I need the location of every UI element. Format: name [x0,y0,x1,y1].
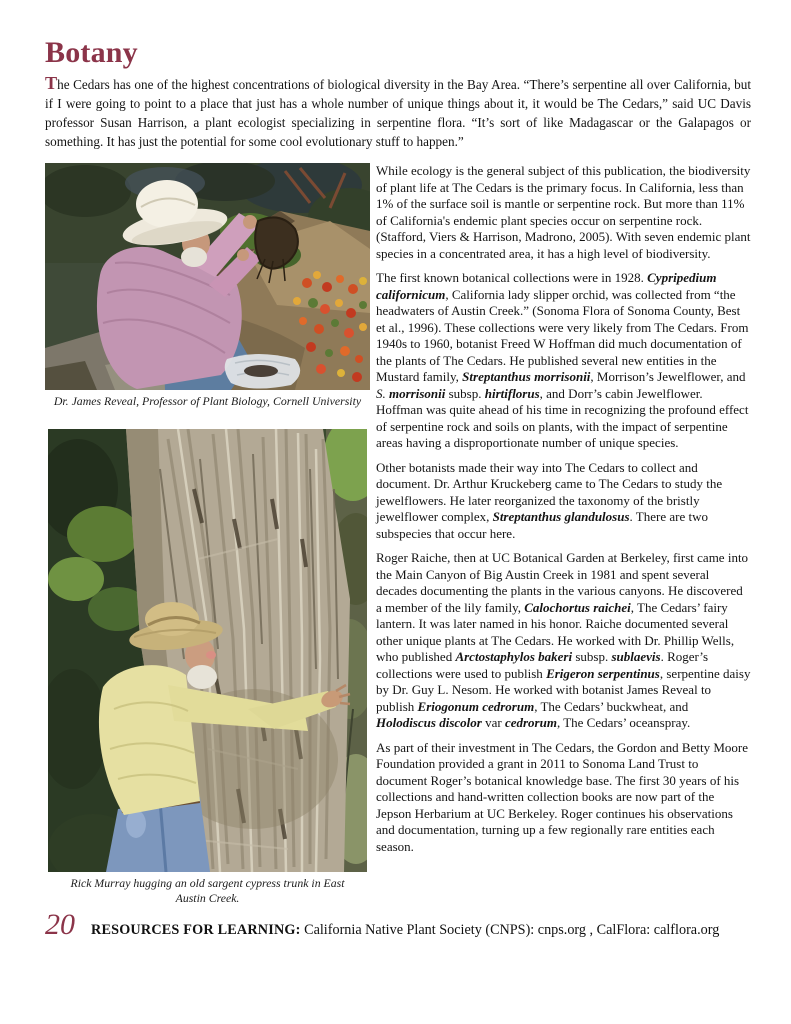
resources-line [91,922,719,939]
cypress-hug-photo [48,429,367,872]
resources-text: California Native Plant Society (CNPS): cnps.org , CalFlora: calflora.org [304,922,720,938]
article-paragraph: Roger Raiche, then at UC Botanical Garden at Berkeley, first came into the Main Canyon of Big Austin Creek in 1981 and spent several decades documenting the plants in the various canyons. He discovered a member of the lily family, Calochortus raichei, The Cedars’ fairy lantern. It was later named in his honor. Raiche documented several other unique plants at The Cedars. He worked with Dr. Phillip Wells, who published Arctostaphylos bakeri subsp. sublaevis. Roger’s collections were used to publish Erigeron serpentinus, serpentine daisy by Dr. Guy L. Nesom. He worked with botanist James Reveal to publish Eriogonum cedrorum, The Cedars’ buckwheat, and Holodiscus discolor var cedrorum, The Cedars’ oceanspray. [376,550,751,730]
photo-column [45,163,370,906]
intro-paragraph: The Cedars has one of the highest concentrations of biological diversity in the Bay Area. “There’s serpentine all over California, but if I were going to point to a place that just has a whole number of unique things about it, it would be The Cedars,” said UC Davis professor Susan Harrison, a plant ecologist specializing in serpentine flora. “It’s sort of like Madagascar or the Galapagos or something. It has just the potential for some cool evolutionary stuff to happen.” [45,73,751,149]
page-title: Botany [45,36,138,69]
page-footer [45,908,751,942]
resources-label: RESOURCES FOR LEARNING: [91,922,301,938]
article-paragraph: As part of their investment in The Cedars, the Gordon and Betty Moore Foundation provided a grant in 2011 to Sonoma Land Trust to document Roger’s botanical knowledge base. The first 30 years of his collections and hand-written collection books are now part of the Jepson Herbarium at UC Berkeley. Roger continues his observations and documentation, turning up a few regionally rare entities each season. [376,739,748,854]
content-columns [45,163,751,906]
page-number: 20 [45,908,75,941]
article-paragraph: The first known botanical collections were in 1928. Cypripedium californicum, California lady slipper orchid, was collected from “the headwaters of Austin Creek.” (Sonoma Flora of Sonoma County, Best et al., 1996). These collections were very likely from The Cedars. From 1940s to 1960, botanist Freed W Hoffman did much documentation of the plants of The Cedars. He published several new entities in the Mustard family, Streptanthus morrisonii, Morrison’s Jewelflower, and S. morrisonii subsp. hirtiflorus, and Dorr’s cabin Jewelflower. Hoffman was quite ahead of his time in recognizing the profound effect of serpentine rock and soils on plants, with the impact of serpentine areas having a disproportionate number of unique species. [376,270,749,450]
article-column [376,163,751,863]
james-reveal-photo [45,163,370,390]
article-paragraph: While ecology is the general subject of this publication, the biodiversity of plant life at The Cedars is the primary focus. In California, less than 1% of the surface soil is mantle or serpentine rock. But more than 11% of California's endemic plant species occur on serpentine rock. (Stafford, Viers & Harrison, Madrono, 2005). With seven endemic plant species in a concentrated area, it has a high level of biodiversity. [376,163,751,261]
photo-caption-cypress-hug: Rick Murray hugging an old sargent cypress trunk in East Austin Creek. [70,876,345,905]
figure-cypress-hug [45,429,370,906]
article-paragraph: Other botanists made their way into The Cedars to collect and document. Dr. Arthur Kruckeberg came to The Cedars to study the jewelflowers. He later reorganized the taxonomy of the bristly jewelflower complex, Streptanthus glandulosus. There are two subspecies that occur here. [376,459,723,541]
photo-caption-james-reveal: Dr. James Reveal, Professor of Plant Biology, Cornell University [53,394,362,408]
figure-james-reveal [45,163,370,409]
